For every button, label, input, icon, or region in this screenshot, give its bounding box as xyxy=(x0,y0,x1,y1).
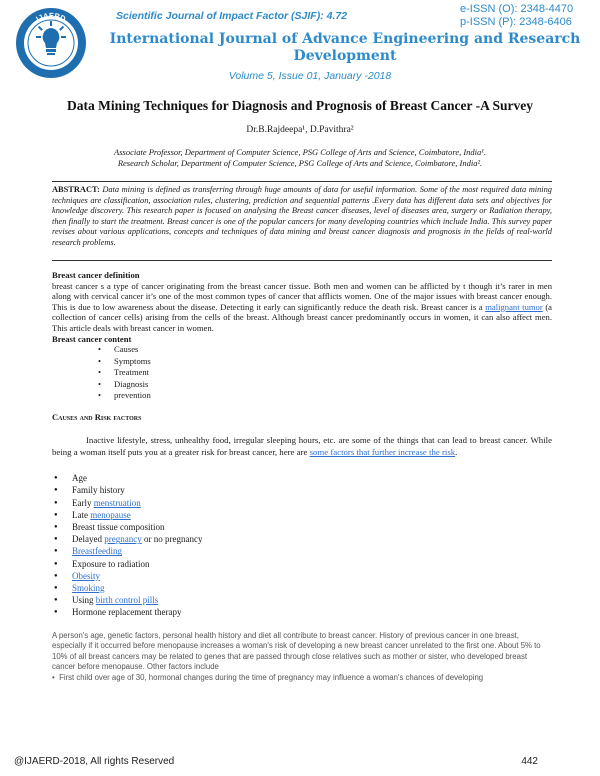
affiliation-2: Research Scholar, Department of Computer Science, PSG College of Arts and Science, Coimbatore, India². xyxy=(117,158,483,168)
eissn: e-ISSN (O): 2348-4470 xyxy=(460,3,574,15)
content-list xyxy=(100,344,552,402)
list-item xyxy=(52,533,552,545)
section-heading-content: Breast cancer content xyxy=(52,333,132,344)
copyright: @IJAERD-2018, All rights Reserved xyxy=(14,756,175,767)
risk-factor-list xyxy=(52,472,552,618)
genetic-bullet: • First child over age of 30, hormonal changes during the time of pregnancy may influence a woman's chances of developing xyxy=(52,673,484,683)
list-item xyxy=(52,606,552,618)
causes-heading-text: Causes and Risk factors xyxy=(52,411,142,422)
section-heading-definition: Breast cancer definition xyxy=(52,270,140,280)
link-malignant-tumor[interactable]: malignant tumor xyxy=(485,301,543,312)
definition-text-a: breast cancer s a type of cancer originating from the breast cancer tissue. Both men and women can be afflicted by t though it’s rarer in men along with cervical cancer it’s one of the most common types of cancer that afflicts women. One of the major issues with breast cancer enough. This is due to low awareness about the disease. Detecting it early can significantly reduce the death risk. Breast cancer is a xyxy=(52,280,552,312)
link-pregnancy[interactable]: pregnancy xyxy=(104,534,142,545)
genetic-bullet-text: First child over age of 30, hormonal changes during the time of pregnancy may influence a woman's chances of developing xyxy=(59,673,484,683)
list-item: • Causes xyxy=(100,344,552,356)
definition-text-b: (a collection of cancer cells) arising from the cells of the breast. Although breast cancer predominantly occurs in women, it can also affect men. This article deals with breast cancer in women. xyxy=(52,301,552,333)
causes-text-b: . xyxy=(455,447,458,458)
journal-name: International Journal of Advance Engineering and Research Development xyxy=(109,31,581,64)
abstract-text: Data mining is defined as transferring through huge amounts of data for useful information. Some of the most required data mining techniques are classification, association rules, clustering, prediction and sequential patterns .Every data has different data sets and objectives for knowledge discovery. This research paper is focused on analysing the Breast cancer diseases, level of diseases area, surgery or Radiation therapy, then finally to start the treatment. Breast cancer is one of the popular cancers for many developing countries which include India. This survey paper revises about various applications, concepts and techniques of data mining and breast cancer diagnosis and prognosis in the fields of real-world research problems. xyxy=(52,185,552,247)
link-birth-control-pills[interactable]: birth control pills xyxy=(95,595,159,606)
section-heading-causes xyxy=(52,412,552,423)
risk-text: Using xyxy=(72,595,96,606)
volume-issue: Volume 5, Issue 01, January -2018 xyxy=(228,70,392,82)
list-item xyxy=(52,497,552,509)
page-footer xyxy=(14,756,586,767)
journal-header xyxy=(0,0,600,92)
page-number: 442 xyxy=(521,756,538,767)
list-item xyxy=(52,570,552,582)
paper-body xyxy=(52,270,552,684)
risk-text: Hormone replacement therapy xyxy=(72,607,182,618)
journal-logo xyxy=(14,6,88,80)
link-breastfeeding[interactable]: Breastfeeding xyxy=(72,546,122,557)
causes-text-a: Inactive lifestyle, stress, unhealthy food, irregular sleeping hours, etc. are some of the things that can lead to breast cancer. While being a woman itself puts you at a greater risk for breast cancer, here are xyxy=(52,435,552,458)
list-item xyxy=(52,558,552,570)
affiliations xyxy=(40,147,560,169)
abstract-label: ABSTRACT: xyxy=(52,185,100,194)
list-item xyxy=(52,509,552,521)
risk-text: Delayed xyxy=(72,534,105,545)
paper-authors: Dr.B.Rajdeepa¹, D.Pavithra² xyxy=(246,125,354,135)
list-item: • Symptoms xyxy=(100,356,552,368)
list-item xyxy=(52,521,552,533)
list-item xyxy=(52,594,552,606)
risk-text: or no pregnancy xyxy=(141,534,203,545)
risk-text: Age xyxy=(72,473,87,484)
paper-title: Data Mining Techniques for Diagnosis and Prognosis of Breast Cancer -A Survey xyxy=(67,98,533,113)
causes-paragraph xyxy=(52,434,552,458)
list-item xyxy=(52,582,552,594)
link-obesity[interactable]: Obesity xyxy=(72,570,100,581)
list-item: • prevention xyxy=(100,390,552,402)
list-item: • Diagnosis xyxy=(100,379,552,391)
abstract xyxy=(52,181,552,261)
pissn: p-ISSN (P): 2348-6406 xyxy=(460,16,572,28)
link-risk-factors[interactable]: some factors that further increase the risk xyxy=(309,447,456,458)
list-item xyxy=(52,545,552,557)
genetic-factors-text: A person's age, genetic factors, personal health history and diet all contribute to breast cancer. History of previous cancer in one breast, especially if it occurred before menopause increases a woman's risk of developing a new breast cancer unrelated to the first one. About 5% to 10% of all breast cancers may be related to genes that are passed through close relatives such as mother or sister, who developed breast cancer before menopause. Other factors include xyxy=(52,630,541,672)
svg-text:IJAERD: IJAERD xyxy=(34,10,68,24)
issn-block xyxy=(460,3,573,29)
risk-text: Family history xyxy=(72,485,125,496)
link-menstruation[interactable]: menstruation xyxy=(93,497,141,508)
impact-factor: Scientific Journal of Impact Factor (SJIF): 4.72 xyxy=(116,10,348,22)
risk-text: Exposure to radiation xyxy=(72,558,150,569)
genetic-factors-paragraph xyxy=(52,631,552,684)
affiliation-1: Associate Professor, Department of Computer Science, PSG College of Arts and Science, Coimbatore, India¹. xyxy=(114,147,486,157)
list-item xyxy=(52,484,552,496)
list-item: • Treatment xyxy=(100,367,552,379)
definition-paragraph xyxy=(52,281,552,334)
link-smoking[interactable]: Smoking xyxy=(72,583,105,594)
list-item xyxy=(52,472,552,484)
link-menopause[interactable]: menopause xyxy=(90,509,131,520)
risk-text: Breast tissue composition xyxy=(72,522,165,533)
risk-text: Late xyxy=(72,509,91,520)
risk-text: Early xyxy=(72,497,94,508)
